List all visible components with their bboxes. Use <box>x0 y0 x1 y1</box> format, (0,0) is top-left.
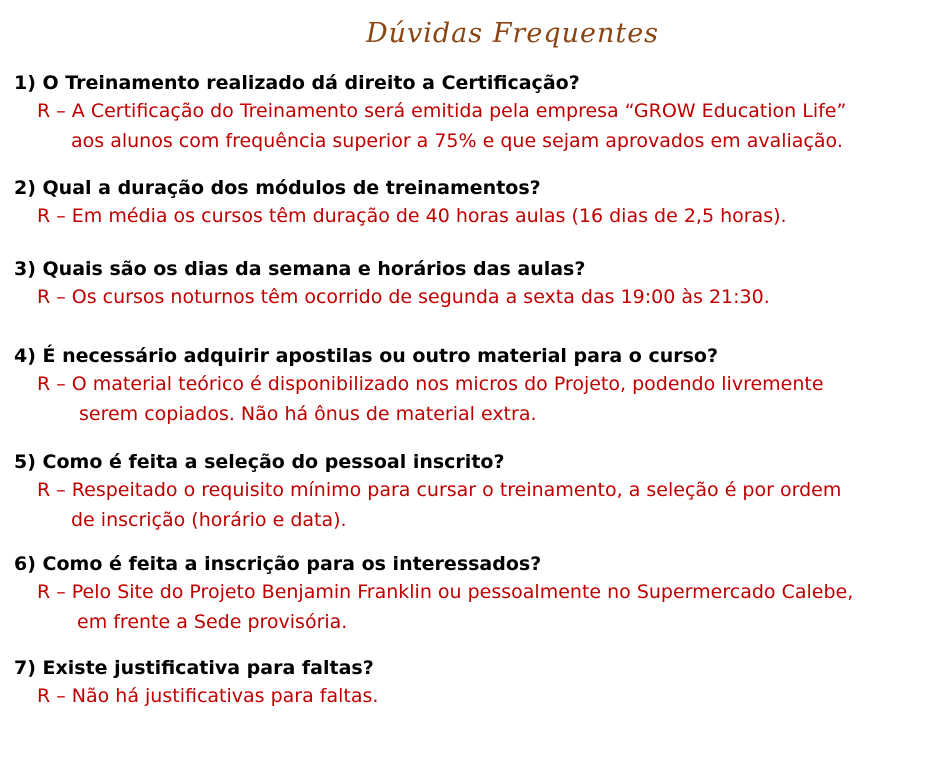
faq-answer-line: em frente a Sede provisória. <box>77 611 348 633</box>
faq-question: 6) Como é feita a inscrição para os interessados? <box>14 553 542 575</box>
faq-question: 5) Como é feita a seleção do pessoal inscrito? <box>14 451 505 473</box>
faq-answer-line: R – Os cursos noturnos têm ocorrido de segunda a sexta das 19:00 às 21:30. <box>37 286 770 308</box>
faq-question: 2) Qual a duração dos módulos de treinamentos? <box>14 177 541 199</box>
faq-item-2 <box>14 175 934 231</box>
faq-question: 4) É necessário adquirir apostilas ou outro material para o curso? <box>14 345 718 367</box>
faq-answer-line: aos alunos com frequência superior a 75% e que sejam aprovados em avaliação. <box>71 130 843 152</box>
faq-item-6 <box>14 551 934 637</box>
faq-question: 7) Existe justificativa para faltas? <box>14 657 374 679</box>
faq-answer-line: serem copiados. Não há ônus de material extra. <box>79 403 537 425</box>
faq-item-5 <box>14 449 934 535</box>
faq-answer-line: R – O material teórico é disponibilizado nos micros do Projeto, podendo livremente <box>37 373 824 395</box>
faq-question: 1) O Treinamento realizado dá direito a Certificação? <box>14 72 580 94</box>
faq-answer-line: R – Respeitado o requisito mínimo para cursar o treinamento, a seleção é por ordem <box>37 479 842 501</box>
faq-answer-line: R – Não há justificativas para faltas. <box>37 685 379 707</box>
faq-item-4 <box>14 343 934 429</box>
faq-answer-line: de inscrição (horário e data). <box>71 509 347 531</box>
faq-answer <box>37 282 934 312</box>
faq-item-7 <box>14 655 934 711</box>
faq-answer-line: R – Pelo Site do Projeto Benjamin Franklin ou pessoalmente no Supermercado Calebe, <box>37 581 854 603</box>
faq-question: 3) Quais são os dias da semana e horários das aulas? <box>14 258 586 280</box>
faq-answer <box>37 369 934 429</box>
faq-answer-line: R – A Certificação do Treinamento será emitida pela empresa “GROW Education Life” <box>37 100 847 122</box>
faq-answer <box>37 96 934 156</box>
page-title: Dúvidas Frequentes <box>365 18 660 49</box>
faq-answer-line: R – Em média os cursos têm duração de 40 horas aulas (16 dias de 2,5 horas). <box>37 205 787 227</box>
faq-answer <box>37 475 934 535</box>
faq-item-1 <box>14 70 934 156</box>
faq-answer <box>37 201 934 231</box>
faq-answer <box>37 577 934 637</box>
faq-item-3 <box>14 256 934 312</box>
faq-answer <box>37 681 934 711</box>
